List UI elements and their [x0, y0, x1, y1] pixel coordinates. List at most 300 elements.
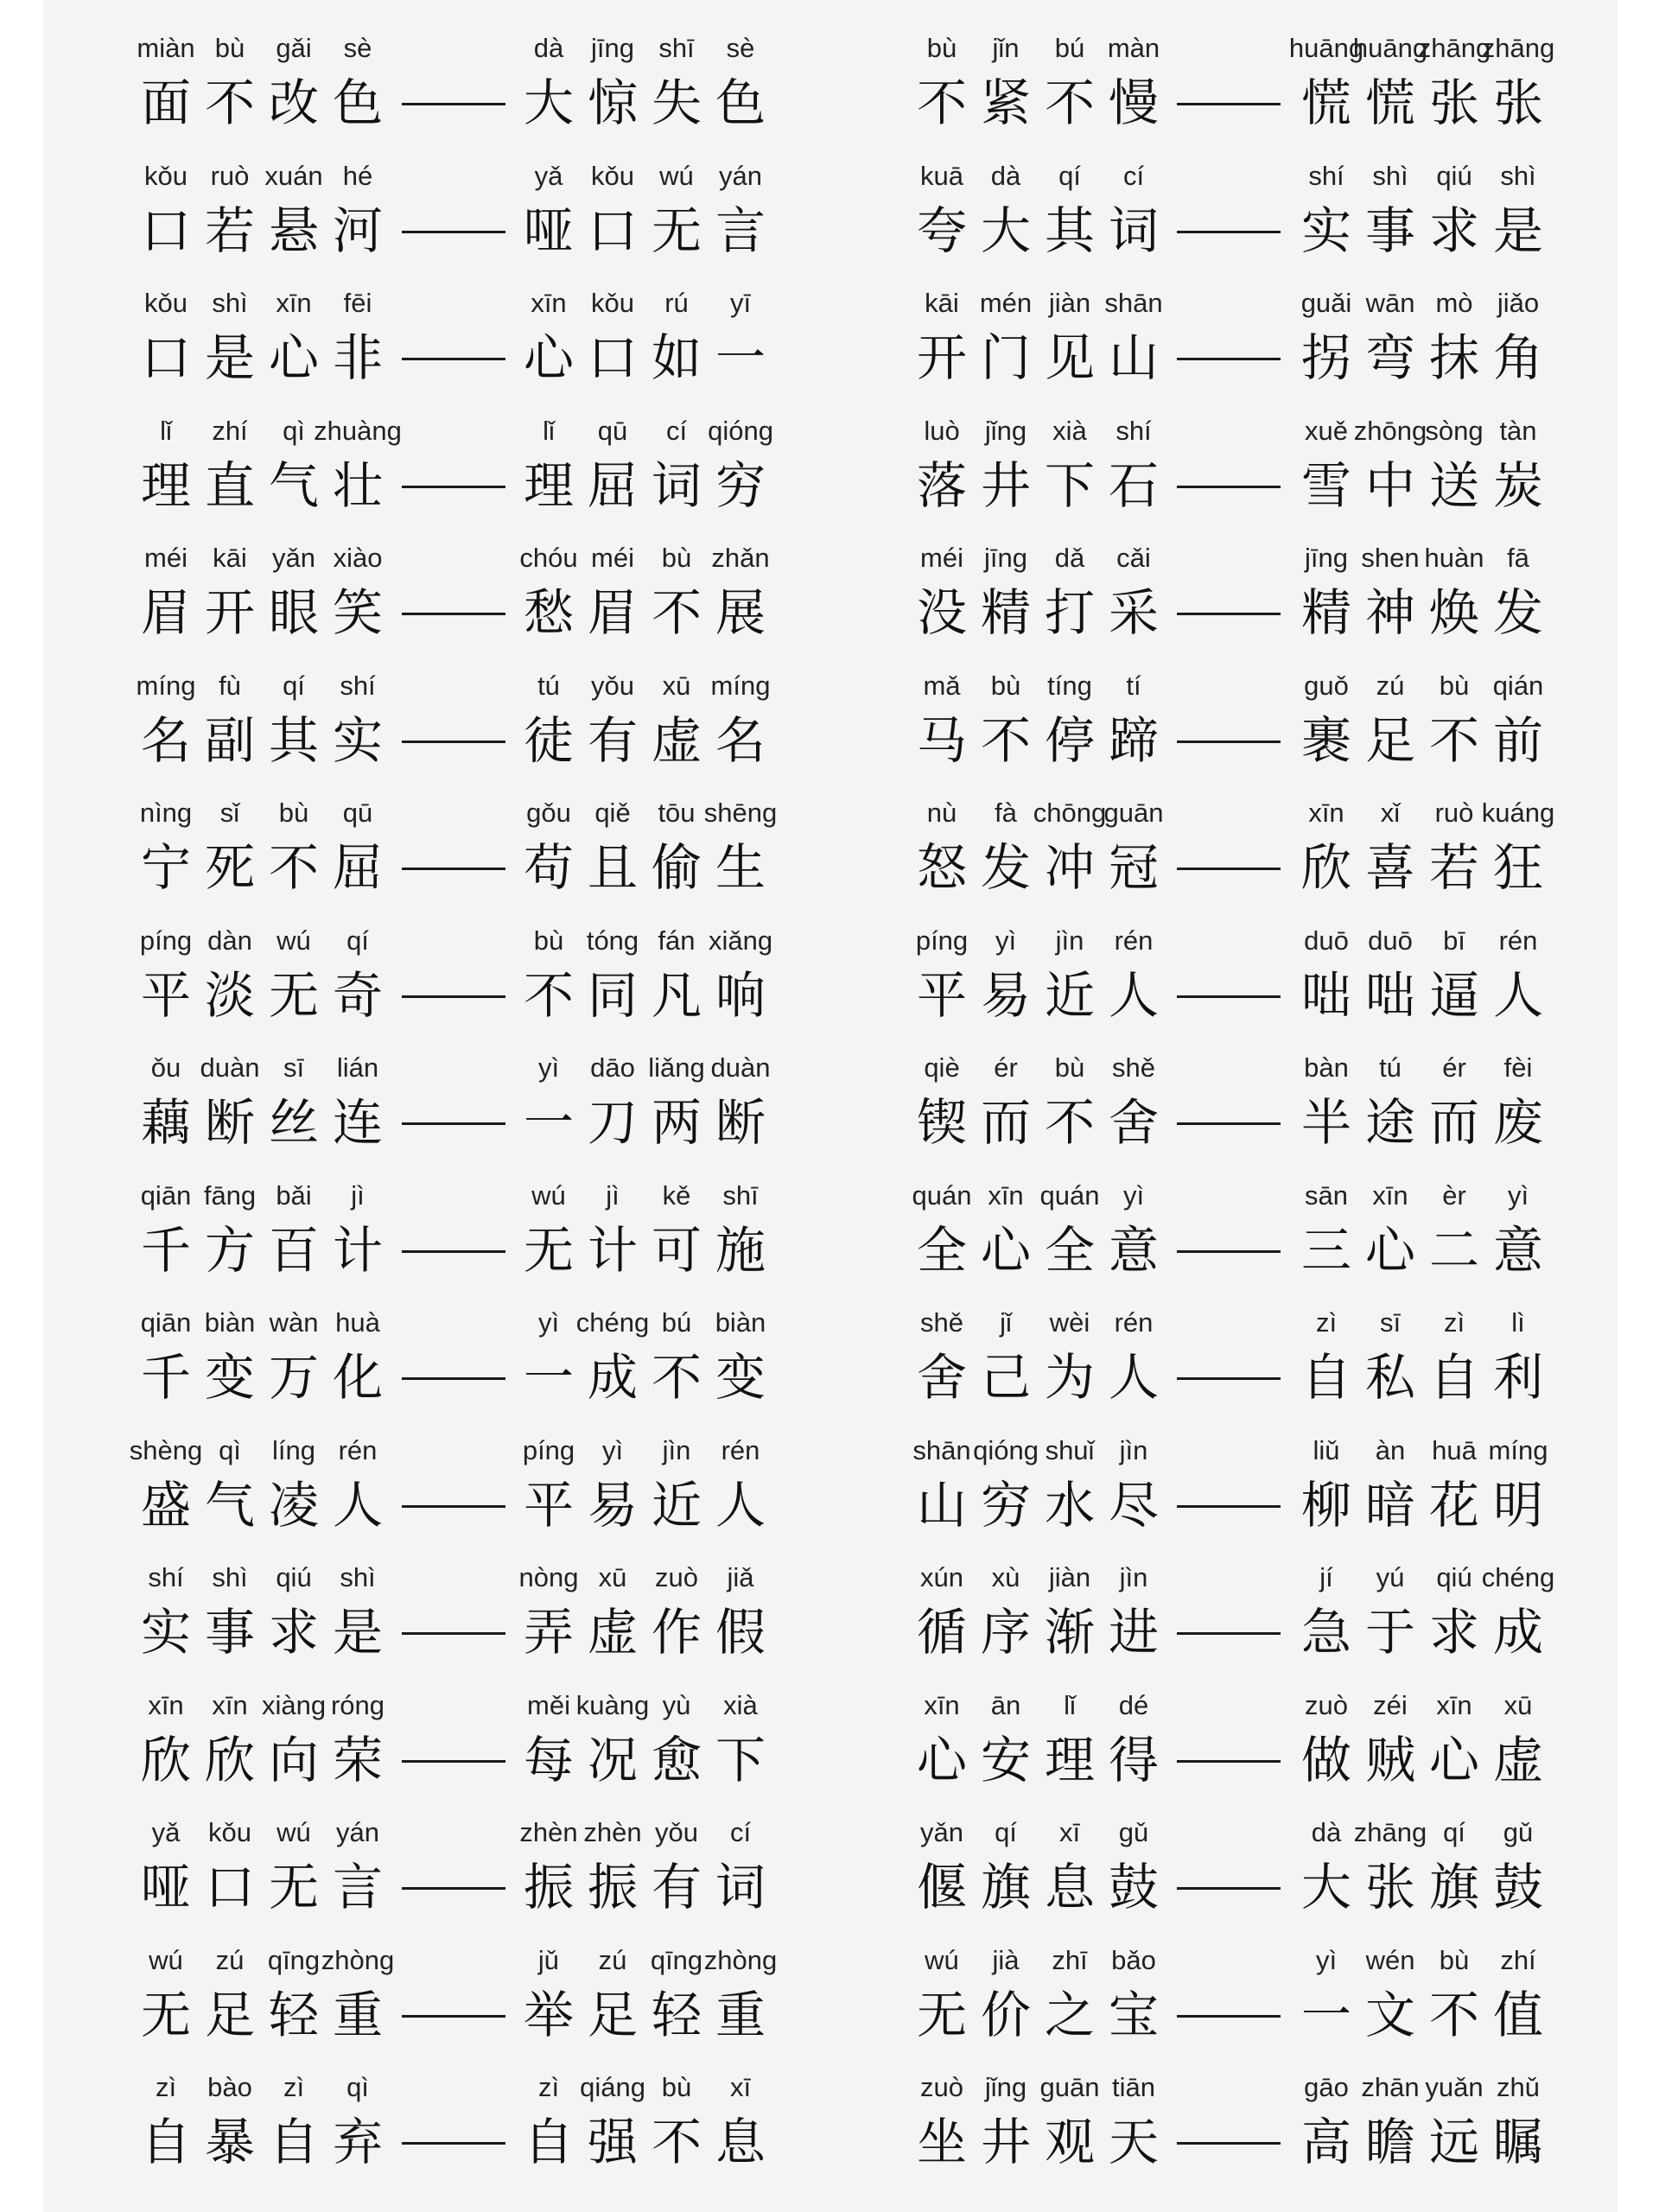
- hanzi: 慢: [1108, 73, 1159, 132]
- hanzi: 欣: [140, 1730, 191, 1789]
- antonym-idiom: [1294, 1172, 1550, 1281]
- character-cell: [910, 24, 974, 133]
- pinyin: kǒu: [591, 160, 634, 191]
- hanzi: 计: [587, 1220, 638, 1280]
- hanzi: 口: [140, 200, 191, 260]
- hanzi: 张: [1492, 73, 1543, 132]
- pinyin: shí: [148, 1562, 184, 1592]
- dash-divider: [402, 2015, 505, 2018]
- pinyin: xīn: [148, 1689, 184, 1720]
- character-cell: [517, 662, 581, 771]
- character-cell: [645, 917, 709, 1026]
- pinyin: zhòng: [703, 1944, 778, 1975]
- character-cell: [1102, 2063, 1166, 2172]
- character-cell: [709, 152, 772, 261]
- hanzi: 虚: [651, 710, 702, 770]
- dash-divider: [1177, 358, 1281, 360]
- pinyin: míng: [710, 670, 771, 701]
- hanzi: 如: [651, 328, 702, 387]
- character-cell: [709, 279, 772, 388]
- hanzi: 自: [268, 2113, 319, 2171]
- pinyin: xià: [1052, 415, 1087, 446]
- pinyin: zú: [1376, 670, 1405, 701]
- hanzi: 角: [1492, 328, 1543, 387]
- pinyin: yì: [995, 925, 1017, 956]
- character-cell: [517, 1808, 581, 1917]
- idiom: [134, 1172, 390, 1281]
- character-cell: [1358, 2063, 1422, 2172]
- character-cell: [326, 534, 390, 643]
- idiom-pair-row: [0, 1299, 1659, 1427]
- pinyin: gǔ: [1118, 1817, 1149, 1847]
- character-cell: [709, 662, 772, 771]
- hanzi: 词: [715, 1858, 766, 1916]
- pinyin: tú: [1379, 1052, 1402, 1083]
- hanzi: 足: [204, 1985, 255, 2044]
- dash-divider: [402, 1760, 505, 1763]
- character-cell: [1102, 24, 1166, 133]
- pinyin: zhāng: [1353, 1817, 1427, 1847]
- pinyin: yǒu: [655, 1817, 698, 1847]
- hanzi: 发: [1492, 583, 1543, 642]
- antonym-idiom: [1294, 1427, 1550, 1535]
- pinyin: xīn: [531, 288, 567, 318]
- antonym-idiom: [1288, 24, 1555, 133]
- idiom: [134, 24, 390, 133]
- idiom-pair-row: [0, 2063, 1659, 2191]
- hanzi: 成: [1492, 1603, 1543, 1662]
- character-cell: [1358, 789, 1422, 898]
- idiom: [134, 1299, 390, 1408]
- hanzi: 山: [916, 1475, 967, 1535]
- character-cell: [581, 789, 645, 898]
- pinyin: shí: [1308, 160, 1344, 191]
- idiom: [134, 1681, 390, 1790]
- character-cell: [262, 1299, 326, 1408]
- pinyin: xū: [662, 670, 691, 701]
- hanzi: 息: [1044, 1858, 1095, 1916]
- pinyin: chōng: [1033, 798, 1107, 828]
- hanzi: 凡: [651, 965, 702, 1025]
- hanzi: 欣: [1300, 838, 1351, 897]
- pinyin: shì: [212, 288, 248, 318]
- pinyin: lián: [336, 1052, 379, 1083]
- character-cell: [910, 1554, 974, 1662]
- pinyin: jì: [606, 1179, 620, 1211]
- antonym-idiom: [517, 534, 772, 643]
- pinyin: jǔ: [537, 1944, 560, 1975]
- antonym-idiom: [517, 24, 772, 133]
- hanzi: 足: [1364, 710, 1415, 770]
- hanzi: 下: [715, 1730, 766, 1789]
- character-cell: [198, 917, 262, 1026]
- hanzi: 气: [204, 1475, 255, 1535]
- hanzi: 若: [1428, 838, 1479, 897]
- hanzi: 平: [140, 965, 191, 1025]
- hanzi: 实: [332, 710, 383, 770]
- antonym-idiom: [517, 1172, 772, 1281]
- character-cell: [910, 534, 974, 643]
- character-cell: [1358, 279, 1422, 388]
- hanzi: 瞩: [1492, 2113, 1543, 2171]
- hanzi: 利: [1492, 1348, 1543, 1407]
- hanzi: 口: [587, 328, 638, 387]
- pinyin: xī: [729, 2072, 752, 2102]
- pinyin: hé: [342, 160, 373, 191]
- pinyin: huā: [1432, 1434, 1477, 1465]
- pinyin: quán: [912, 1179, 972, 1211]
- pinyin: méi: [591, 543, 634, 573]
- hanzi: 见: [1044, 328, 1095, 387]
- character-cell: [1102, 662, 1166, 771]
- hanzi: 有: [587, 710, 638, 770]
- dash-divider: [1177, 2015, 1281, 2018]
- hanzi: 口: [140, 328, 191, 387]
- pinyin: kuáng: [1481, 798, 1555, 828]
- pinyin: qí: [995, 1817, 1017, 1847]
- hanzi: 奇: [332, 965, 383, 1025]
- antonym-idiom: [517, 1808, 772, 1917]
- character-cell: [1486, 917, 1550, 1026]
- character-cell: [517, 1299, 581, 1408]
- pinyin: míng: [1488, 1434, 1548, 1465]
- pinyin: zú: [598, 1944, 627, 1975]
- pinyin: zì: [155, 2072, 177, 2102]
- character-cell: [326, 1554, 390, 1662]
- pinyin: chéng: [575, 1307, 650, 1338]
- pinyin: méi: [920, 543, 963, 573]
- pinyin: zhī: [1052, 1944, 1088, 1975]
- hanzi: 咄: [1300, 965, 1351, 1025]
- character-cell: [1102, 1808, 1166, 1917]
- hanzi: 明: [1492, 1475, 1543, 1535]
- character-cell: [1294, 279, 1358, 388]
- pinyin: xīn: [988, 1179, 1024, 1211]
- character-cell: [910, 1681, 974, 1790]
- pinyin: xiàng: [261, 1689, 327, 1720]
- character-cell: [1038, 917, 1102, 1026]
- dash-divider: [402, 1632, 505, 1635]
- character-cell: [262, 1936, 326, 2045]
- hanzi: 壮: [332, 455, 383, 515]
- antonym-idiom: [1294, 407, 1550, 516]
- pinyin: jīng: [591, 33, 634, 63]
- hanzi: 慌: [1300, 73, 1351, 132]
- pinyin: jǐng: [984, 2072, 1027, 2102]
- idiom: [134, 534, 390, 643]
- pinyin: zì: [283, 2072, 305, 2102]
- hanzi: 施: [715, 1220, 766, 1280]
- pinyin: miàn: [137, 33, 195, 63]
- character-cell: [1038, 279, 1102, 388]
- pinyin: zuò: [1305, 1689, 1348, 1720]
- character-cell: [1038, 1299, 1102, 1408]
- hanzi: 心: [1428, 1730, 1479, 1789]
- dash-divider: [402, 486, 505, 488]
- pinyin: yǎn: [272, 543, 315, 573]
- pinyin: quán: [1039, 1179, 1100, 1211]
- hanzi: 弃: [332, 2113, 383, 2171]
- hanzi: 前: [1492, 710, 1543, 770]
- character-cell: [1102, 534, 1166, 643]
- hanzi: 名: [140, 710, 191, 770]
- hanzi: 暴: [204, 2113, 255, 2171]
- hanzi: 自: [140, 2113, 191, 2171]
- pinyin: sè: [343, 33, 372, 63]
- character-cell: [134, 789, 198, 898]
- pinyin: dà: [533, 33, 564, 63]
- pinyin: dà: [1311, 1817, 1342, 1847]
- pinyin: fā: [1507, 543, 1529, 573]
- character-cell: [326, 1808, 390, 1917]
- pinyin: xī: [1058, 1817, 1081, 1847]
- character-cell: [134, 2063, 198, 2172]
- pinyin: zhèn: [583, 1817, 642, 1847]
- hanzi: 瞻: [1364, 2113, 1415, 2171]
- character-cell: [1294, 1936, 1358, 2045]
- pinyin: bù: [1439, 1944, 1470, 1975]
- pinyin: chóu: [519, 543, 578, 573]
- hanzi: 逼: [1428, 965, 1479, 1025]
- pinyin: huàn: [1424, 543, 1484, 573]
- character-cell: [910, 1936, 974, 2045]
- hanzi: 直: [204, 455, 255, 515]
- character-cell: [198, 2063, 262, 2172]
- hanzi: 蹄: [1108, 710, 1159, 770]
- hanzi: 副: [204, 710, 255, 770]
- character-cell: [910, 2063, 974, 2172]
- hanzi: 死: [204, 838, 255, 897]
- character-cell: [974, 1427, 1038, 1535]
- pinyin: huāng: [1352, 33, 1428, 63]
- dash-divider: [1177, 486, 1281, 488]
- hanzi: 抹: [1428, 328, 1479, 387]
- character-cell: [1422, 662, 1486, 771]
- character-cell: [1486, 662, 1550, 771]
- character-cell: [517, 1936, 581, 2045]
- pinyin: wú: [276, 925, 311, 956]
- hanzi: 欣: [204, 1730, 255, 1789]
- idiom: [910, 789, 1166, 898]
- character-cell: [517, 1554, 581, 1662]
- character-cell: [517, 1427, 581, 1535]
- character-cell: [326, 2063, 390, 2172]
- hanzi: 井: [980, 455, 1031, 515]
- pinyin: mò: [1435, 288, 1473, 318]
- pinyin: jiǎ: [727, 1562, 754, 1592]
- character-cell: [1038, 407, 1102, 516]
- character-cell: [517, 1044, 581, 1153]
- hanzi: 急: [1300, 1603, 1351, 1662]
- dash-divider: [1177, 613, 1281, 615]
- hanzi: 愁: [523, 583, 574, 642]
- dash-divider: [1177, 1250, 1281, 1253]
- character-cell: [314, 407, 402, 516]
- hanzi: 变: [715, 1348, 766, 1407]
- character-cell: [709, 1299, 772, 1408]
- character-cell: [910, 1172, 974, 1281]
- pinyin: biàn: [204, 1307, 256, 1338]
- hanzi: 不: [1428, 1985, 1479, 2044]
- hanzi: 大: [980, 200, 1031, 260]
- pinyin: píng: [522, 1434, 575, 1465]
- idiom-pair-row: [0, 662, 1659, 790]
- character-cell: [1486, 1427, 1550, 1535]
- character-cell: [645, 662, 709, 771]
- hanzi: 其: [1044, 200, 1095, 260]
- character-cell: [1294, 917, 1358, 1026]
- pinyin: àn: [1375, 1434, 1406, 1465]
- hanzi: 理: [523, 455, 574, 515]
- character-cell: [1422, 1936, 1486, 2045]
- hanzi: 不: [1044, 73, 1095, 132]
- character-cell: [517, 534, 581, 643]
- pinyin: rú: [664, 288, 689, 318]
- character-cell: [1038, 152, 1102, 261]
- antonym-idiom: [1294, 1681, 1550, 1790]
- hanzi: 紧: [980, 73, 1031, 132]
- pinyin: sī: [283, 1052, 305, 1083]
- character-cell: [198, 279, 262, 388]
- hanzi: 是: [332, 1603, 383, 1662]
- pinyin: duō: [1304, 925, 1349, 956]
- hanzi: 实: [140, 1603, 191, 1662]
- character-cell: [1486, 1808, 1550, 1917]
- pinyin: fù: [219, 670, 241, 701]
- character-cell: [709, 2063, 772, 2172]
- character-cell: [1422, 1044, 1486, 1153]
- character-cell: [645, 1808, 709, 1917]
- hanzi: 不: [268, 838, 319, 897]
- hanzi: 全: [1044, 1220, 1095, 1280]
- pinyin: huāng: [1288, 33, 1364, 63]
- character-cell: [575, 1681, 650, 1790]
- character-cell: [134, 534, 198, 643]
- hanzi: 停: [1044, 710, 1095, 770]
- character-cell: [974, 789, 1038, 898]
- pinyin: nòng: [518, 1562, 579, 1592]
- idiom: [134, 1044, 390, 1153]
- character-cell: [581, 24, 645, 133]
- pinyin: jià: [992, 1944, 1020, 1975]
- pinyin: yuǎn: [1425, 2072, 1484, 2102]
- character-cell: [198, 1936, 262, 2045]
- character-cell: [1422, 279, 1486, 388]
- character-cell: [1038, 1554, 1102, 1662]
- pinyin: bǎi: [276, 1179, 312, 1211]
- hanzi: 大: [1300, 1858, 1351, 1916]
- dash-divider: [402, 2142, 505, 2145]
- character-cell: [134, 662, 198, 771]
- hanzi: 求: [1428, 200, 1479, 260]
- pinyin: jǐ: [1000, 1307, 1012, 1338]
- hanzi: 强: [587, 2113, 638, 2171]
- idiom: [910, 1299, 1166, 1408]
- hanzi: 平: [916, 965, 967, 1025]
- hanzi: 花: [1428, 1475, 1479, 1535]
- pinyin: cǎi: [1116, 543, 1151, 573]
- character-cell: [1102, 1681, 1166, 1790]
- pinyin: tōu: [658, 798, 696, 828]
- hanzi: 开: [916, 328, 967, 387]
- pinyin: zhǎn: [711, 543, 770, 573]
- dash-divider: [402, 1377, 505, 1380]
- pinyin: qū: [597, 415, 628, 446]
- hanzi: 淡: [204, 965, 255, 1025]
- character-cell: [1038, 534, 1102, 643]
- character-cell: [1422, 1427, 1486, 1535]
- idiom: [910, 407, 1166, 516]
- idiom-pair-row: [0, 279, 1659, 407]
- pinyin: jìn: [1119, 1562, 1148, 1592]
- character-cell: [1294, 789, 1358, 898]
- character-cell: [1422, 917, 1486, 1026]
- character-cell: [703, 789, 778, 898]
- character-cell: [326, 1427, 390, 1535]
- hanzi: 夸: [916, 200, 967, 260]
- character-cell: [198, 24, 262, 133]
- idiom-pair-row: [0, 407, 1659, 535]
- pinyin: kǒu: [144, 160, 188, 191]
- character-cell: [974, 1172, 1038, 1281]
- pinyin: dāo: [590, 1052, 635, 1083]
- hanzi: 连: [332, 1093, 383, 1152]
- hanzi: 鼓: [1108, 1858, 1159, 1916]
- dash-divider: [1177, 103, 1281, 105]
- hanzi: 自: [1428, 1348, 1479, 1407]
- pinyin: bù: [533, 925, 564, 956]
- hanzi: 坐: [916, 2113, 967, 2171]
- character-cell: [1486, 1936, 1550, 2045]
- character-cell: [581, 407, 645, 516]
- hanzi: 于: [1364, 1603, 1415, 1662]
- character-cell: [1358, 1172, 1422, 1281]
- character-cell: [910, 152, 974, 261]
- idiom-pair-row: [0, 24, 1659, 152]
- pinyin: fán: [658, 925, 696, 956]
- idiom: [134, 917, 390, 1026]
- character-cell: [1353, 1808, 1427, 1917]
- antonym-idiom: [1294, 789, 1555, 898]
- character-cell: [1486, 407, 1550, 516]
- character-cell: [198, 789, 262, 898]
- character-cell: [1358, 1044, 1422, 1153]
- character-cell: [134, 1554, 198, 1662]
- hanzi: 天: [1108, 2113, 1159, 2171]
- dash-divider: [402, 868, 505, 870]
- pinyin: yù: [662, 1689, 691, 1720]
- character-cell: [1422, 534, 1486, 643]
- pinyin: kuā: [920, 160, 963, 191]
- pinyin: shì: [1372, 160, 1408, 191]
- character-cell: [910, 789, 974, 898]
- pinyin: duàn: [710, 1052, 771, 1083]
- pinyin: qiú: [1436, 1562, 1472, 1592]
- character-cell: [326, 1172, 390, 1281]
- pinyin: lì: [1511, 1307, 1525, 1338]
- hanzi: 且: [587, 838, 638, 897]
- pinyin: qū: [342, 798, 373, 828]
- hanzi: 得: [1108, 1730, 1159, 1789]
- character-cell: [1422, 1172, 1486, 1281]
- pinyin: xīn: [924, 1689, 960, 1720]
- pinyin: ruò: [1434, 798, 1474, 828]
- character-cell: [581, 534, 645, 643]
- antonym-idiom: [1294, 917, 1550, 1026]
- character-cell: [262, 1808, 326, 1917]
- pinyin: yì: [537, 1052, 560, 1083]
- character-cell: [1422, 1808, 1486, 1917]
